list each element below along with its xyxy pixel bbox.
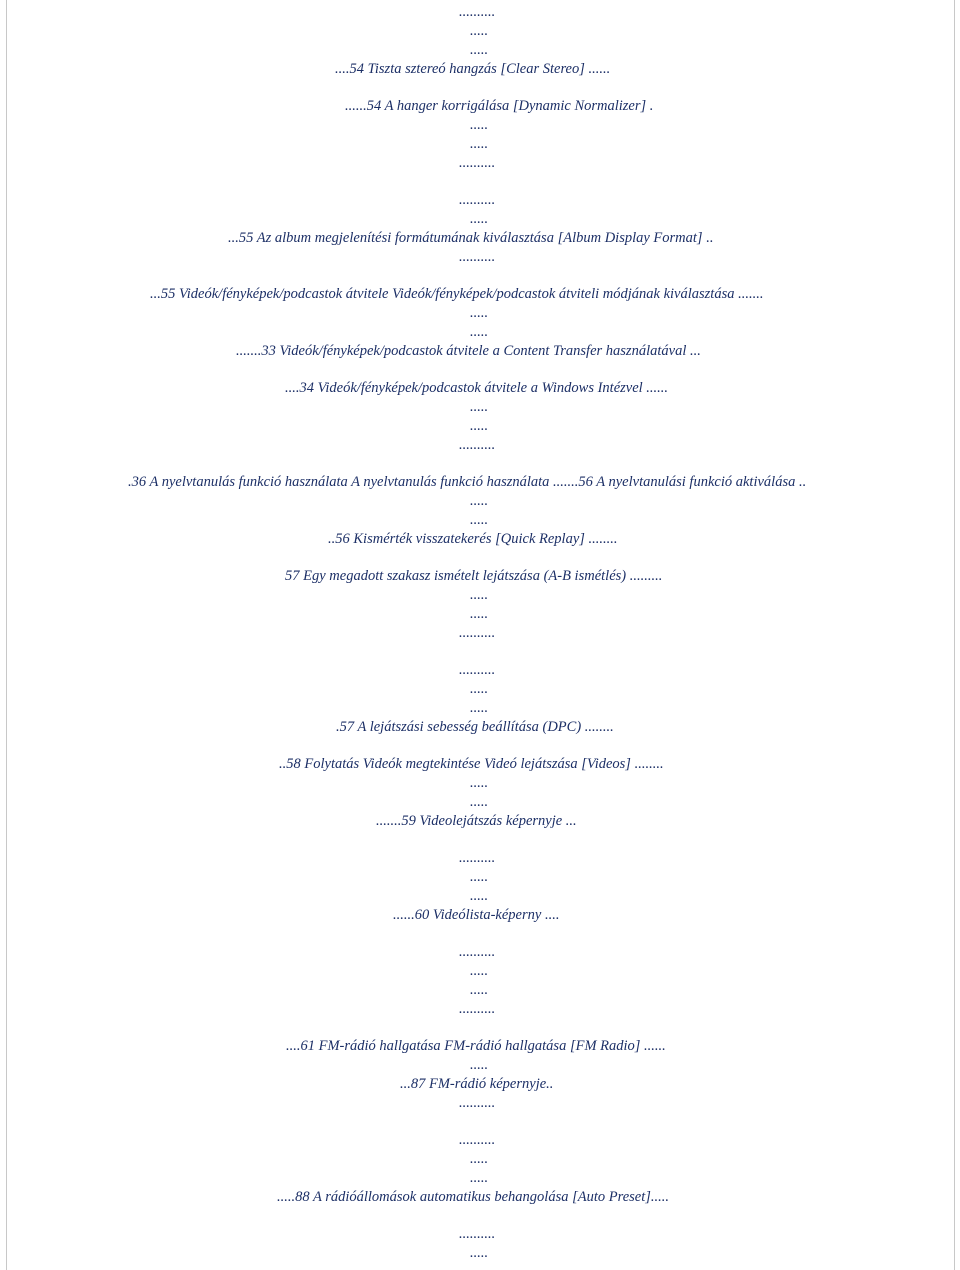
toc-line: ..... (470, 681, 489, 697)
toc-line: ...55 Az album megjelenítési formátumának kiválasztása [Album Display Format] .. (228, 230, 714, 246)
toc-line: ..... (470, 700, 489, 716)
toc-line: .......... (459, 662, 496, 678)
toc-line: .36 A nyelvtanulás funkció használata A nyelvtanulás funkció használata .......56 A nyelvtanulási funkció aktiválása .. (128, 474, 807, 490)
toc-line: 57 Egy megadott szakasz ismételt lejátszása (A-B ismétlés) ......... (285, 568, 663, 584)
toc-line: ......54 A hanger korrigálása [Dynamic Normalizer] . (345, 98, 654, 114)
toc-line: .......... (459, 944, 496, 960)
toc-line: ..... (470, 1245, 489, 1261)
toc-line: .......... (459, 4, 496, 20)
toc-line: ....54 Tiszta sztereó hangzás [Clear Stereo] ...... (335, 61, 611, 77)
toc-line: ..... (470, 982, 489, 998)
toc-line: ..... (470, 963, 489, 979)
toc-line: ...55 Videók/fényképek/podcastok átvitele Videók/fényképek/podcastok átviteli módjának kiválasztása ....... (150, 286, 764, 302)
toc-line: ..... (470, 23, 489, 39)
toc-line: ..... (470, 1057, 489, 1073)
toc-line: ..... (470, 42, 489, 58)
toc-line: ..... (470, 324, 489, 340)
toc-line: .......... (459, 249, 496, 265)
toc-line: .......59 Videolejátszás képernyje ... (376, 813, 577, 829)
toc-line: .......33 Videók/fényképek/podcastok átvitele a Content Transfer használatával ... (236, 343, 701, 359)
toc-line: ..... (470, 493, 489, 509)
toc-line: .......... (459, 1132, 496, 1148)
toc-line: ..... (470, 512, 489, 528)
toc-line: ..58 Folytatás Videók megtekintése Videó lejátszása [Videos] ........ (279, 756, 664, 772)
toc-line: ..... (470, 117, 489, 133)
toc-line: ..... (470, 399, 489, 415)
toc-line: ....61 FM-rádió hallgatása FM-rádió hallgatása [FM Radio] ...... (286, 1038, 666, 1054)
toc-line: ....34 Videók/fényképek/podcastok átvitele a Windows Intézvel ...... (285, 380, 669, 396)
toc-line: ..... (470, 794, 489, 810)
toc-line: .......... (459, 625, 496, 641)
toc-line: .......... (459, 850, 496, 866)
toc-line: .......... (459, 437, 496, 453)
toc-line: ..... (470, 606, 489, 622)
toc-line: ...87 FM-rádió képernyje.. (400, 1076, 554, 1092)
toc-line: ..... (470, 136, 489, 152)
toc-line: ..... (470, 587, 489, 603)
toc-line: .......... (459, 155, 496, 171)
toc-line: .57 A lejátszási sebesség beállítása (DPC) ........ (336, 719, 614, 735)
toc-line: .......... (459, 192, 496, 208)
toc-line: .......... (459, 1001, 496, 1017)
toc-line: .....88 A rádióállomások automatikus behangolása [Auto Preset]..... (277, 1189, 670, 1205)
toc-line: .......... (459, 1226, 496, 1242)
toc-line: ..... (470, 1151, 489, 1167)
toc-line: ..... (470, 418, 489, 434)
toc-line: ......60 Videólista-képerny .... (393, 907, 560, 923)
toc-line: ..... (470, 211, 489, 227)
toc-line: ..... (470, 869, 489, 885)
toc-line: ..... (470, 775, 489, 791)
toc-line: ..... (470, 1170, 489, 1186)
toc-line: .......... (459, 1095, 496, 1111)
toc-line: ..... (470, 305, 489, 321)
toc-line: ..... (470, 888, 489, 904)
toc-line: ..56 Kismérték visszatekerés [Quick Replay] ........ (328, 531, 618, 547)
